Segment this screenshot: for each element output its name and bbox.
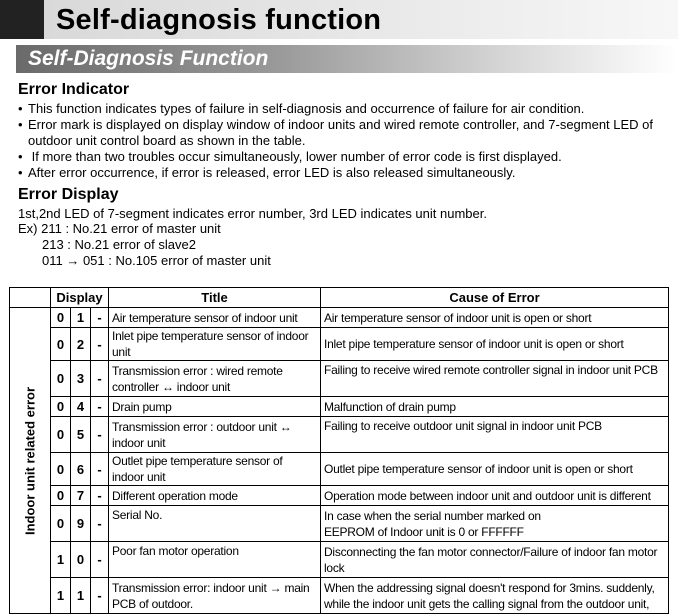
table-row [10, 397, 669, 417]
row-cause: Air temperature sensor of indoor unit is open or short [321, 308, 669, 328]
digit-2: 7 [71, 486, 91, 506]
row-cause: In case when the serial number marked on EEPROM of Indoor unit is 0 or FFFFFF [321, 506, 669, 542]
digit-3: - [91, 417, 109, 453]
digit-1: 0 [51, 361, 71, 397]
digit-1: 0 [51, 486, 71, 506]
digit-3: - [91, 453, 109, 486]
digit-2: 1 [71, 578, 91, 614]
error-display-heading: Error Display [18, 186, 119, 203]
section-title: Self-Diagnosis Function [28, 47, 269, 70]
digit-2: 0 [71, 542, 91, 578]
digit-1: 0 [51, 453, 71, 486]
digit-2: 6 [71, 453, 91, 486]
digit-1: 0 [51, 397, 71, 417]
digit-1: 0 [51, 417, 71, 453]
digit-2: 5 [71, 417, 91, 453]
table-row [10, 328, 669, 361]
row-title: Inlet pipe temperature sensor of indoor unit [109, 328, 321, 361]
side-header-cell [10, 288, 51, 308]
row-title: Poor fan motor operation [109, 542, 321, 578]
row-title: Outlet pipe temperature sensor of indoor unit [109, 453, 321, 486]
row-title: Different operation mode [109, 486, 321, 506]
bullet-2: • Error mark is displayed on display window of indoor units and wired remote controller, and 7-segment LED of [18, 117, 654, 132]
digit-1: 0 [51, 328, 71, 361]
display-header: Display [51, 288, 109, 308]
digit-3: - [91, 308, 109, 328]
table-row [10, 506, 669, 542]
digit-2: 3 [71, 361, 91, 397]
row-cause: Disconnecting the fan motor connector/Failure of indoor fan motor lock [321, 542, 669, 578]
title-header: Title [109, 288, 321, 308]
digit-3: - [91, 542, 109, 578]
digit-3: - [91, 486, 109, 506]
error-display-intro: 1st,2nd LED of 7-segment indicates error number, 3rd LED indicates unit number. [18, 206, 487, 221]
bullet-1: • This function indicates types of failure in self-diagnosis and occurrence of failure for air condition. [18, 101, 585, 116]
row-title: Drain pump [109, 397, 321, 417]
digit-3: - [91, 578, 109, 614]
row-title: Serial No. [109, 506, 321, 542]
row-cause: Inlet pipe temperature sensor of indoor unit is open or short [321, 328, 669, 361]
cause-header: Cause of Error [321, 288, 669, 308]
row-title: Air temperature sensor of indoor unit [109, 308, 321, 328]
page-title-bar [0, 0, 678, 39]
digit-1: 1 [51, 542, 71, 578]
table-row [10, 453, 669, 486]
bullet-2-continuation: outdoor unit control board as shown in the table. [28, 133, 306, 148]
row-cause: Malfunction of drain pump [321, 397, 669, 417]
bullet-icon: • [18, 117, 23, 132]
digit-2: 9 [71, 506, 91, 542]
row-cause: Failing to receive outdoor unit signal in indoor unit PCB [321, 417, 669, 453]
digit-1: 0 [51, 308, 71, 328]
example-line-3: 011 → 051 : No.105 error of master unit [42, 253, 271, 268]
digit-1: 1 [51, 578, 71, 614]
table-row [10, 417, 669, 453]
digit-3: - [91, 397, 109, 417]
bullet-icon: • [18, 165, 23, 180]
table-header-row [10, 288, 669, 308]
table-row [10, 542, 669, 578]
table-row [10, 578, 669, 614]
bullet-3: • If more than two troubles occur simultaneously, lower number of error code is first displayed. [18, 149, 562, 164]
side-label-cell [10, 308, 51, 614]
table-row [10, 486, 669, 506]
example-line-2: 213 : No.21 error of slave2 [42, 237, 196, 252]
table-row [10, 308, 669, 328]
digit-3: - [91, 506, 109, 542]
digit-1: 0 [51, 506, 71, 542]
error-indicator-heading: Error Indicator [18, 81, 130, 98]
side-label: Indoor unit related error [22, 386, 38, 535]
bullet-icon: • [18, 149, 23, 164]
error-table [9, 287, 669, 614]
row-cause: When the addressing signal doesn't respond for 3mins. suddenly, while the indoor unit gets the calling signal from the outdoor unit, [321, 578, 669, 614]
section-banner [16, 45, 678, 73]
digit-2: 2 [71, 328, 91, 361]
row-cause: Failing to receive wired remote controller signal in indoor unit PCB [321, 361, 669, 397]
bullet-icon: • [18, 101, 23, 116]
row-cause: Outlet pipe temperature sensor of indoor unit is open or short [321, 453, 669, 486]
bullet-4: • After error occurrence, if error is released, error LED is also released simultaneously. [18, 165, 516, 180]
digit-3: - [91, 328, 109, 361]
digit-2: 4 [71, 397, 91, 417]
row-title: Transmission error: indoor unit → main PCB of outdoor. [109, 578, 321, 614]
table-row [10, 361, 669, 397]
row-title: Transmission error : wired remote controller ↔ indoor unit [109, 361, 321, 397]
page-title: Self-diagnosis function [56, 4, 382, 36]
digit-2: 1 [71, 308, 91, 328]
row-title: Transmission error : outdoor unit ↔ indoor unit [109, 417, 321, 453]
digit-3: - [91, 361, 109, 397]
example-line-1: Ex) 211 : No.21 error of master unit [18, 221, 221, 236]
row-cause: Operation mode between indoor unit and outdoor unit is different [321, 486, 669, 506]
title-bar-accent [0, 0, 44, 39]
